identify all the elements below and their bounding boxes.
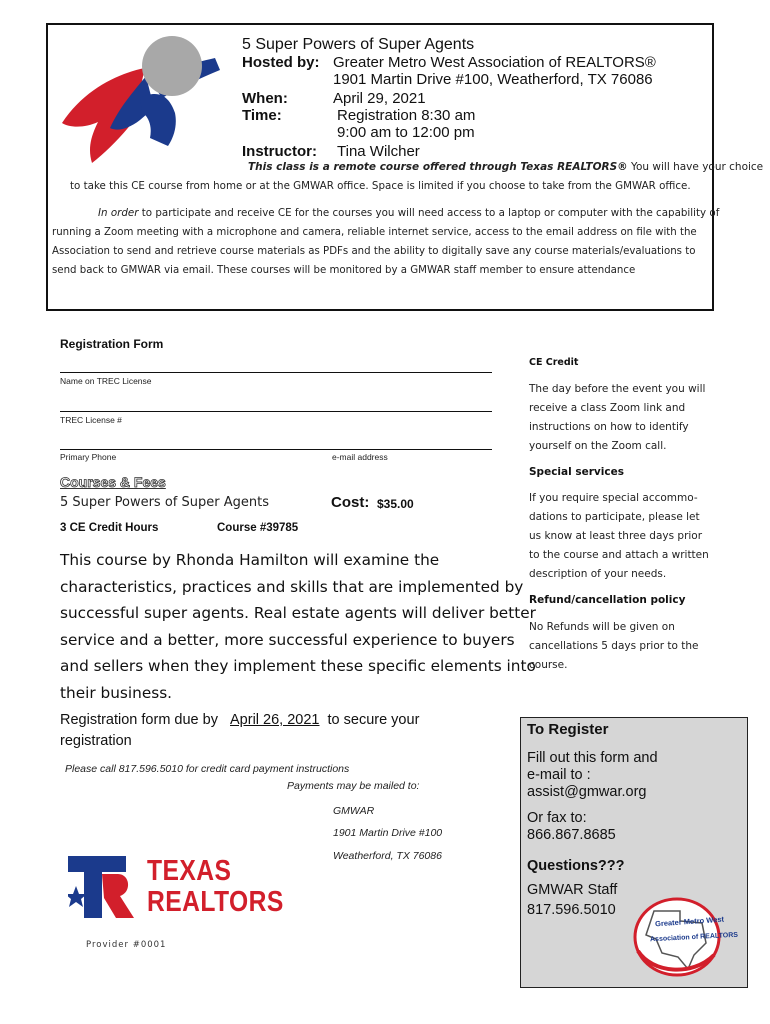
time-label: Time: xyxy=(242,107,282,124)
requirements-line1-text: to participate and receive CE for the courses you will need access to a laptop or computer with the capability of xyxy=(141,207,720,219)
fax-number: 866.867.8685 xyxy=(527,827,616,843)
fax-section xyxy=(527,810,616,844)
realtors-wordmark: REALTORS xyxy=(147,886,284,918)
name-field[interactable] xyxy=(60,360,492,373)
refund-heading: Refund/cancellation policy xyxy=(529,594,686,606)
special-line: to the course and attach a written xyxy=(529,549,709,561)
questions-heading: Questions??? xyxy=(527,858,625,874)
hosted-by-value: Greater Metro West Association of REALTORS® xyxy=(333,54,656,71)
requirements-line2: running a Zoom meeting with a microphone and camera, reliable internet service, access to the email address on file with the xyxy=(52,227,697,238)
superhero-icon xyxy=(50,28,240,166)
cost-label: Cost: xyxy=(331,494,370,511)
refund-text xyxy=(529,618,699,675)
register-heading: To Register xyxy=(527,721,609,738)
special-text xyxy=(529,489,709,584)
special-line: us know at least three days prior xyxy=(529,530,703,542)
registration-time: Registration 8:30 am xyxy=(337,107,476,124)
requirements-italic: In order xyxy=(98,207,139,219)
name-label: Name on TREC License xyxy=(60,376,152,386)
courses-heading: Courses & Fees xyxy=(60,474,166,490)
when-value: April 29, 2021 xyxy=(333,90,426,107)
mail-city: Weatherford, TX 76086 xyxy=(333,850,442,862)
email-field[interactable] xyxy=(330,437,492,450)
mail-street: 1901 Martin Drive #100 xyxy=(333,827,443,839)
credit-hours: 3 CE Credit Hours xyxy=(60,522,159,534)
fax-label: Or fax to: xyxy=(527,810,587,826)
remote-notice xyxy=(248,158,763,177)
requirements-line3: Association to send and retrieve course materials as PDFs and the ability to digitally save any course materials/evaluations to xyxy=(52,246,696,257)
due-suffix: to secure your xyxy=(327,712,420,728)
refund-line: No Refunds will be given on xyxy=(529,621,675,633)
ce-line: instructions on how to identify xyxy=(529,421,689,433)
event-title: 5 Super Powers of Super Agents xyxy=(242,36,475,53)
remote-notice-line2: to take this CE course from home or at the GMWAR office. Space is limited if you choose to take from the GMWAR office. xyxy=(70,180,691,192)
special-line: If you require special accommo- xyxy=(529,492,698,504)
ce-heading: CE Credit xyxy=(529,357,579,368)
phone-label: Primary Phone xyxy=(60,452,117,462)
mail-name: GMWAR xyxy=(333,805,375,817)
ce-text xyxy=(529,380,705,456)
trec-license-field[interactable] xyxy=(60,399,492,412)
ce-line: The day before the event you will xyxy=(529,383,706,395)
instructor-label: Instructor: xyxy=(242,143,317,160)
description-line: characteristics, practices and skills that are implemented by xyxy=(60,577,524,596)
gmwar-logo-line2: Association of REALTORS xyxy=(649,931,739,944)
remote-notice-rest: You will have your choice xyxy=(630,161,764,173)
gmwar-logo-line1: Greater Metro West xyxy=(654,914,725,929)
refund-line: cancellations 5 days prior to the xyxy=(529,640,699,652)
requirements-line4: send back to GMWAR via email. These courses will be monitored by a GMWAR staff member to ensure attendance xyxy=(52,265,636,276)
special-line: description of your needs. xyxy=(529,568,667,580)
description-line: and sellers when they implement these specific elements into xyxy=(60,657,536,675)
instructor-value: Tina Wilcher xyxy=(337,143,420,160)
questions-contact xyxy=(527,880,617,920)
special-line: dations to participate, please let xyxy=(529,511,700,523)
refund-line: course. xyxy=(529,659,568,671)
course-name: 5 Super Powers of Super Agents xyxy=(60,495,269,510)
trec-label: TREC License # xyxy=(60,415,122,425)
email-label: e-mail address xyxy=(332,452,388,462)
requirements-line1 xyxy=(98,204,719,223)
fill-line1: Fill out this form and xyxy=(527,750,658,766)
register-email-link[interactable]: assist@gmwar.org xyxy=(527,784,647,800)
fill-line2: e-mail to : xyxy=(527,767,591,783)
description-line: service and a better, more successful experience to buyers xyxy=(60,630,515,649)
ce-line: receive a class Zoom link and xyxy=(529,402,686,414)
staff-name: GMWAR Staff xyxy=(527,882,618,898)
due-date-line xyxy=(60,712,419,728)
cost-value: $35.00 xyxy=(377,497,414,511)
texas-realtors-logo-icon xyxy=(68,856,140,920)
form-title: Registration Form xyxy=(60,337,164,351)
register-instructions xyxy=(527,750,658,801)
call-note: Please call 817.596.5010 for credit card payment instructions xyxy=(65,763,350,775)
provider-number: Provider #0001 xyxy=(86,940,167,950)
staff-phone: 817.596.5010 xyxy=(527,902,616,918)
hosted-by-label: Hosted by: xyxy=(242,54,320,71)
due-line2: registration xyxy=(60,733,132,749)
special-heading: Special services xyxy=(529,466,624,478)
ce-line: yourself on the Zoom call. xyxy=(529,440,667,452)
host-address: 1901 Martin Drive #100, Weatherford, TX 76086 xyxy=(333,71,653,88)
mail-note: Payments may be mailed to: xyxy=(287,780,420,792)
description-line: This course by Rhonda Hamilton will examine the xyxy=(60,551,440,569)
due-prefix: Registration form due by xyxy=(60,712,218,728)
course-number: Course #39785 xyxy=(217,522,299,534)
class-time: 9:00 am to 12:00 pm xyxy=(337,124,475,141)
phone-field[interactable] xyxy=(60,437,330,450)
description-line: their business. xyxy=(60,683,173,702)
remote-notice-bold: This class is a remote course offered through Texas REALTORS® xyxy=(248,161,628,173)
texas-wordmark: TEXAS xyxy=(147,855,232,887)
course-description xyxy=(60,547,536,706)
due-date: April 26, 2021 xyxy=(230,712,320,728)
when-label: When: xyxy=(242,90,288,107)
description-line: successful super agents. Real estate agents will deliver better xyxy=(60,604,536,622)
